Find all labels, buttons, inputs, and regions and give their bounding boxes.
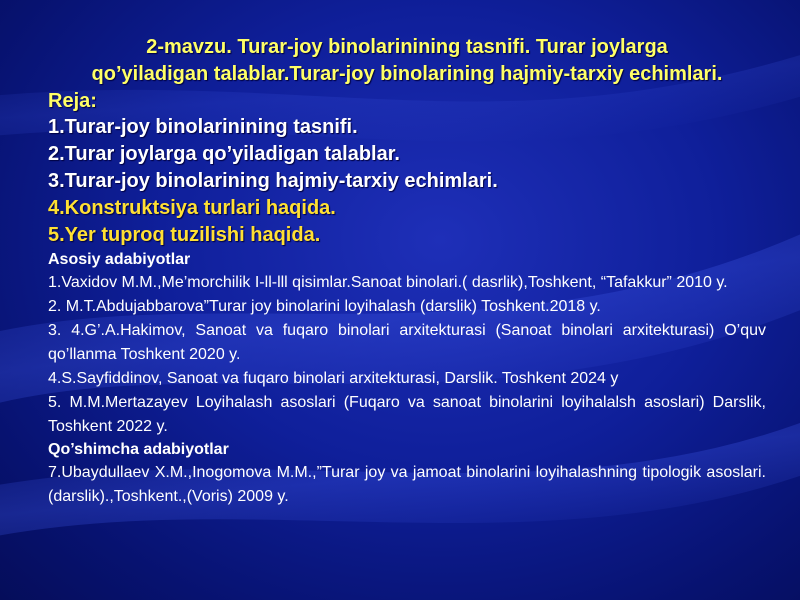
reference-item: 5. M.M.Mertazayev Loyihalash asoslari (Fuqaro va sanoat binolarini loyihalalsh asoslari) Darslik, Toshkent 2022 y.: [48, 394, 766, 435]
plan-item: 1.Turar-joy binolarinining tasnifi.: [48, 116, 358, 138]
slide-title: [48, 34, 766, 88]
plan-item: 5.Yer tuproq tuzilishi haqida.: [48, 224, 321, 246]
reference-item: 1.Vaxidov M.M.,Me’morchilik I-ll-lll qisimlar.Sanoat binolari.( dasrlik),Toshkent, “Tafakkur” 2010 y.: [48, 274, 728, 291]
plan-item: 2.Turar joylarga qo’yiladigan talablar.: [48, 143, 400, 165]
additional-literature-list: [48, 461, 766, 509]
plan-item: 3.Turar-joy binolarining hajmiy-tarxiy echimlari.: [48, 170, 498, 192]
additional-literature-heading: Qo’shimcha adabiyotlar: [48, 441, 229, 458]
reference-item: 4.S.Sayfiddinov, Sanoat va fuqaro binolari arxitekturasi, Darslik. Toshkent 2024 y: [48, 370, 619, 387]
reference-item: 7.Ubaydullaev X.M.,Inogomova M.M.,”Turar joy va jamoat binolarini loyihalashning tipologik asoslari.(darslik).,Toshkent.,(Voris) 2009 y.: [48, 464, 766, 505]
reference-item: 2. M.T.Abdujabbarova”Turar joy binolarini loyihalash (darslik) Toshkent.2018 y.: [48, 298, 601, 315]
plan-list: [48, 114, 766, 249]
slide-content: [48, 34, 766, 509]
main-literature-list: [48, 271, 766, 439]
plan-heading: Reja:: [48, 90, 97, 112]
plan-item: 4.Konstruktsiya turlari haqida.: [48, 197, 336, 219]
reference-item: 3. 4.G’.A.Hakimov, Sanoat va fuqaro binolari arxitekturasi (Sanoat binolari arxitekturasi) O’quv qo’llanma Toshkent 2020 y.: [48, 322, 766, 363]
slide-title-line-2: qo’yiladigan talablar.Turar-joy binolarining hajmiy-tarxiy echimlari.: [91, 63, 723, 85]
slide-title-line-1: 2-mavzu. Turar-joy binolarinining tasnifi. Turar joylarga: [146, 36, 668, 58]
main-literature-heading: Asosiy adabiyotlar: [48, 251, 191, 268]
